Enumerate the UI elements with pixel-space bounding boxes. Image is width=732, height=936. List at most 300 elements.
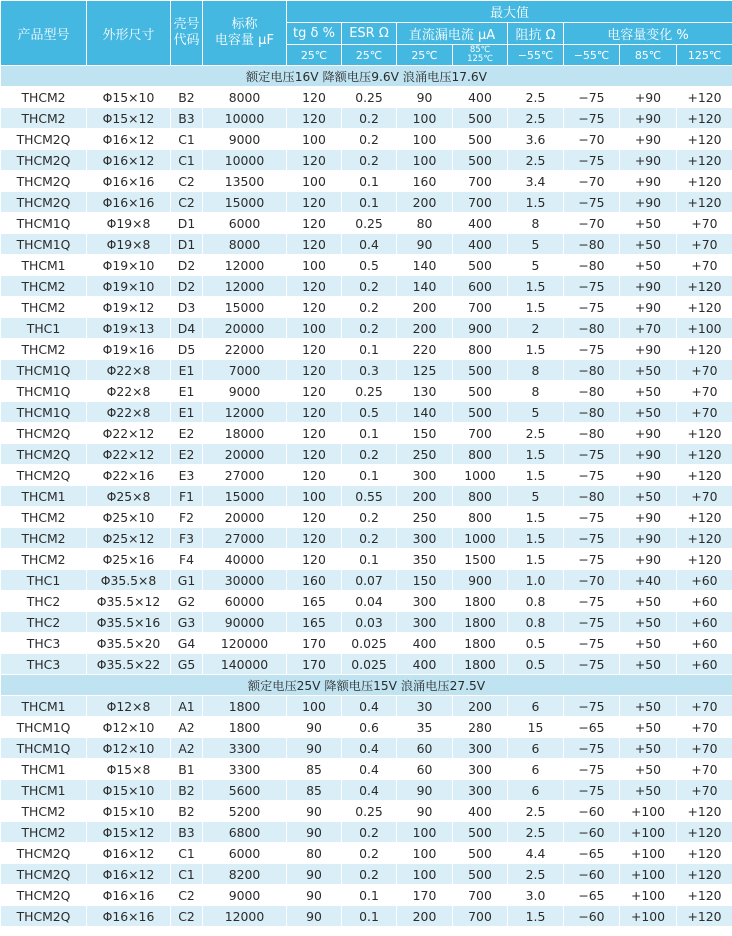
esr-cell: 0.07 — [342, 570, 397, 591]
esr-cell: 0.1 — [342, 885, 397, 906]
impedance-cell: 1.5 — [508, 192, 564, 213]
esr-cell: 0.25 — [342, 87, 397, 108]
table-row — [1, 822, 732, 843]
case-code-cell: A1 — [171, 696, 203, 717]
leakage-25-cell: 140 — [397, 276, 453, 297]
table-row — [1, 885, 732, 906]
model-cell: THCM2 — [1, 801, 87, 822]
cap-change-85-cell: +50 — [620, 654, 677, 675]
model-cell: THCM2 — [1, 297, 87, 318]
cap-change-125-cell: +120 — [677, 276, 732, 297]
leakage-25-cell: 30 — [397, 696, 453, 717]
table-row — [1, 486, 732, 507]
leakage-85-cell: 1500 — [453, 549, 508, 570]
case-code-cell: B2 — [171, 801, 203, 822]
model-cell: THCM1 — [1, 759, 87, 780]
size-cell: Φ22×8 — [87, 402, 171, 423]
case-code-cell: D1 — [171, 234, 203, 255]
table-row — [1, 234, 732, 255]
size-cell: Φ19×16 — [87, 339, 171, 360]
leakage-85-cell: 400 — [453, 213, 508, 234]
table-row — [1, 465, 732, 486]
capacitance-cell: 8200 — [203, 864, 287, 885]
model-cell: THCM1Q — [1, 360, 87, 381]
cap-change-m55-cell: −80 — [564, 423, 620, 444]
tg-cell: 120 — [287, 360, 342, 381]
cap-change-m55-cell: −70 — [564, 213, 620, 234]
leakage-85-cell: 300 — [453, 738, 508, 759]
leakage-25-cell: 300 — [397, 528, 453, 549]
leakage-85-cell: 500 — [453, 150, 508, 171]
leakage-85-cell: 500 — [453, 864, 508, 885]
leakage-25-cell: 300 — [397, 465, 453, 486]
case-code-cell: G3 — [171, 612, 203, 633]
impedance-cell: 15 — [508, 717, 564, 738]
esr-cell: 0.2 — [342, 864, 397, 885]
cap-change-125-cell: +120 — [677, 507, 732, 528]
cap-change-125-cell: +60 — [677, 633, 732, 654]
leakage-25-cell: 170 — [397, 885, 453, 906]
impedance-cell: 2.5 — [508, 150, 564, 171]
capacitance-cell: 140000 — [203, 654, 287, 675]
leakage-85-cell: 700 — [453, 171, 508, 192]
cap-change-125-cell: +120 — [677, 192, 732, 213]
table-row — [1, 507, 732, 528]
esr-cell: 0.2 — [342, 318, 397, 339]
cap-change-m55-cell: −75 — [564, 297, 620, 318]
capacitance-cell: 12000 — [203, 906, 287, 927]
cap-change-m55-cell: −80 — [564, 486, 620, 507]
table-row — [1, 381, 732, 402]
cap-change-125-cell: +70 — [677, 213, 732, 234]
case-code-cell: C1 — [171, 864, 203, 885]
cap-change-125-cell: +100 — [677, 318, 732, 339]
size-cell: Φ35.5×12 — [87, 591, 171, 612]
cap-change-125-cell: +60 — [677, 654, 732, 675]
cap-change-85-cell: +50 — [620, 780, 677, 801]
esr-cell: 0.4 — [342, 759, 397, 780]
leakage-25-cell: 200 — [397, 318, 453, 339]
cap-change-125-cell: +120 — [677, 171, 732, 192]
leakage-85-cell: 300 — [453, 759, 508, 780]
cap-change-85-cell: +90 — [620, 129, 677, 150]
tg-cell: 90 — [287, 738, 342, 759]
tg-cell: 90 — [287, 717, 342, 738]
capacitance-cell: 10000 — [203, 150, 287, 171]
model-cell: THCM2 — [1, 339, 87, 360]
tg-cell: 100 — [287, 129, 342, 150]
leakage-85-cell: 500 — [453, 360, 508, 381]
capacitance-cell: 3300 — [203, 738, 287, 759]
model-cell: THCM1Q — [1, 381, 87, 402]
leakage-25-cell: 90 — [397, 87, 453, 108]
cap-change-m55-cell: −80 — [564, 381, 620, 402]
size-cell: Φ16×16 — [87, 885, 171, 906]
cap-change-125-cell: +120 — [677, 150, 732, 171]
cap-change-125-cell: +120 — [677, 906, 732, 927]
tg-cell: 120 — [287, 192, 342, 213]
case-code-cell: B2 — [171, 780, 203, 801]
capacitance-cell: 10000 — [203, 108, 287, 129]
model-cell: THCM2Q — [1, 906, 87, 927]
case-code-cell: D3 — [171, 297, 203, 318]
case-code-cell: A2 — [171, 738, 203, 759]
cap-change-m55-cell: −80 — [564, 255, 620, 276]
tg-cell: 120 — [287, 297, 342, 318]
cap-change-85-cell: +100 — [620, 864, 677, 885]
capacitance-cell: 1800 — [203, 717, 287, 738]
cap-change-85-cell: +50 — [620, 591, 677, 612]
impedance-cell: 2.5 — [508, 108, 564, 129]
leakage-25-cell: 400 — [397, 654, 453, 675]
tg-cell: 120 — [287, 465, 342, 486]
impedance-cell: 1.5 — [508, 528, 564, 549]
cap-change-m55-cell: −75 — [564, 444, 620, 465]
model-cell: THCM2 — [1, 507, 87, 528]
esr-cell: 0.03 — [342, 612, 397, 633]
model-cell: THC3 — [1, 654, 87, 675]
cap-change-m55-cell: −80 — [564, 402, 620, 423]
cap-change-85-cell: +50 — [620, 234, 677, 255]
section-title: 额定电压16V 降额电压9.6V 浪涌电压17.6V — [1, 66, 732, 87]
table-row — [1, 780, 732, 801]
impedance-cell: 6 — [508, 759, 564, 780]
leakage-85-cell: 500 — [453, 255, 508, 276]
size-cell: Φ12×10 — [87, 717, 171, 738]
leakage-85-cell: 800 — [453, 507, 508, 528]
table-row — [1, 633, 732, 654]
case-code-cell: C1 — [171, 843, 203, 864]
leakage-85-cell: 1800 — [453, 654, 508, 675]
cap-change-125-cell: +70 — [677, 780, 732, 801]
impedance-cell: 2.5 — [508, 801, 564, 822]
leakage-25-cell: 100 — [397, 864, 453, 885]
model-cell: THCM2Q — [1, 129, 87, 150]
esr-cell: 0.1 — [342, 465, 397, 486]
tg-cell: 100 — [287, 318, 342, 339]
esr-cell: 0.55 — [342, 486, 397, 507]
col-model-header: 产品型号 — [1, 1, 87, 66]
leakage-25-cell: 250 — [397, 507, 453, 528]
leakage-85-cell: 500 — [453, 129, 508, 150]
cap-change-85-cell: +90 — [620, 150, 677, 171]
leakage-25-cell: 90 — [397, 234, 453, 255]
capacitance-cell: 12000 — [203, 255, 287, 276]
tg-cell: 100 — [287, 696, 342, 717]
leakage-85-cell: 1000 — [453, 528, 508, 549]
esr-cell: 0.2 — [342, 108, 397, 129]
size-cell: Φ19×8 — [87, 234, 171, 255]
size-cell: Φ15×8 — [87, 759, 171, 780]
model-cell: THCM1Q — [1, 717, 87, 738]
esr-cell: 0.4 — [342, 738, 397, 759]
esr-cell: 0.2 — [342, 822, 397, 843]
impedance-cell: 3.6 — [508, 129, 564, 150]
cap-change-125-cell: +120 — [677, 549, 732, 570]
tg-cell: 160 — [287, 570, 342, 591]
case-code-cell: B3 — [171, 108, 203, 129]
esr-cell: 0.1 — [342, 171, 397, 192]
leakage-85-cell: 900 — [453, 570, 508, 591]
esr-cell: 0.025 — [342, 633, 397, 654]
cap-change-m55-cell: −75 — [564, 150, 620, 171]
cap-change-85-cell: +90 — [620, 465, 677, 486]
impedance-cell: 0.5 — [508, 633, 564, 654]
table-row — [1, 444, 732, 465]
tg-cell: 90 — [287, 906, 342, 927]
capacitance-cell: 6000 — [203, 213, 287, 234]
impedance-cell: 6 — [508, 696, 564, 717]
tg-cell: 120 — [287, 213, 342, 234]
cap-change-m55-cell: −60 — [564, 801, 620, 822]
cap-change-125-cell: +120 — [677, 843, 732, 864]
case-code-cell: C1 — [171, 150, 203, 171]
esr-cell: 0.3 — [342, 360, 397, 381]
cap-change-125-cell: +120 — [677, 444, 732, 465]
tg-cell: 120 — [287, 87, 342, 108]
case-code-cell: C2 — [171, 885, 203, 906]
impedance-cell: 1.5 — [508, 339, 564, 360]
cap-change-m55-cell: −75 — [564, 780, 620, 801]
esr-cell: 0.6 — [342, 717, 397, 738]
model-cell: THCM2Q — [1, 150, 87, 171]
table-row — [1, 192, 732, 213]
case-code-line2: 代码 — [173, 33, 200, 48]
size-cell: Φ15×10 — [87, 780, 171, 801]
size-cell: Φ19×10 — [87, 255, 171, 276]
leakage-85-cell: 1800 — [453, 591, 508, 612]
cap-change-m55-cell: −75 — [564, 276, 620, 297]
size-cell: Φ16×12 — [87, 864, 171, 885]
leakage-25-cell: 400 — [397, 633, 453, 654]
leakage-25-cell: 200 — [397, 192, 453, 213]
tg-cell: 120 — [287, 108, 342, 129]
leakage-25-cell: 350 — [397, 549, 453, 570]
cap-change-85-cell: +90 — [620, 339, 677, 360]
size-cell: Φ16×12 — [87, 150, 171, 171]
leakage-85-cell: 700 — [453, 885, 508, 906]
esr-cell: 0.5 — [342, 402, 397, 423]
cap-change-m55-cell: −75 — [564, 759, 620, 780]
case-code-line1: 壳号 — [173, 17, 200, 32]
leakage-85-cell: 500 — [453, 402, 508, 423]
tg-cell: 120 — [287, 402, 342, 423]
cap-change-m55-cell: −75 — [564, 507, 620, 528]
model-cell: THCM2 — [1, 108, 87, 129]
esr-cell: 0.2 — [342, 150, 397, 171]
impedance-cell: 4.4 — [508, 843, 564, 864]
case-code-cell: C1 — [171, 129, 203, 150]
col-tg-header: tg δ % — [287, 23, 342, 45]
cap-change-125-cell: +70 — [677, 255, 732, 276]
cap-change-125-cell: +120 — [677, 822, 732, 843]
leakage-85-cell: 900 — [453, 318, 508, 339]
leakage-85-cell: 280 — [453, 717, 508, 738]
table-row — [1, 108, 732, 129]
case-code-cell: A2 — [171, 717, 203, 738]
leakage-25-cell: 90 — [397, 780, 453, 801]
case-code-cell: B2 — [171, 87, 203, 108]
cap-change-m55-cell: −75 — [564, 549, 620, 570]
cap-change-125-cell: +60 — [677, 570, 732, 591]
leakage-85-cell: 500 — [453, 108, 508, 129]
esr-cell: 0.2 — [342, 297, 397, 318]
leakage-25-cell: 160 — [397, 171, 453, 192]
cap-change-125-cell: +120 — [677, 108, 732, 129]
table-row — [1, 801, 732, 822]
cap-change-m55-cell: −75 — [564, 738, 620, 759]
cap-change-m55-cell: −75 — [564, 108, 620, 129]
model-cell: THCM2 — [1, 276, 87, 297]
capacitance-cell: 27000 — [203, 465, 287, 486]
leakage-85-cell: 500 — [453, 381, 508, 402]
impedance-cell: 8 — [508, 360, 564, 381]
cap-change-85-cell: +100 — [620, 885, 677, 906]
esr-cell: 0.2 — [342, 129, 397, 150]
model-cell: THCM1 — [1, 255, 87, 276]
cap-change-m55-cell: −60 — [564, 822, 620, 843]
esr-cell: 0.5 — [342, 255, 397, 276]
esr-cell: 0.1 — [342, 423, 397, 444]
tg-cell: 90 — [287, 885, 342, 906]
model-cell: THCM2Q — [1, 192, 87, 213]
esr-cell: 0.025 — [342, 654, 397, 675]
leakage-25-cell: 100 — [397, 129, 453, 150]
leakage-25-cell: 60 — [397, 738, 453, 759]
size-cell: Φ22×12 — [87, 423, 171, 444]
esr-cell: 0.1 — [342, 906, 397, 927]
impedance-cell: 5 — [508, 234, 564, 255]
table-row — [1, 87, 732, 108]
leakage-85-cell: 700 — [453, 906, 508, 927]
impedance-cell: 2.5 — [508, 423, 564, 444]
cap-change-125-cell: +70 — [677, 738, 732, 759]
size-cell: Φ25×16 — [87, 549, 171, 570]
leakage-85-cell: 200 — [453, 696, 508, 717]
cap-change-m55-cell: −70 — [564, 171, 620, 192]
leakage-25-cell: 140 — [397, 255, 453, 276]
cap-change-m55-cell: −80 — [564, 318, 620, 339]
size-cell: Φ16×16 — [87, 906, 171, 927]
impedance-cell: 5 — [508, 486, 564, 507]
leakage-85-cell: 400 — [453, 234, 508, 255]
capacitance-cell: 20000 — [203, 444, 287, 465]
size-cell: Φ35.5×8 — [87, 570, 171, 591]
cap-change-85-cell: +70 — [620, 318, 677, 339]
section-title: 额定电压25V 降额电压15V 浪涌电压27.5V — [1, 675, 732, 696]
capacitance-cell: 15000 — [203, 486, 287, 507]
cap-change-125-cell: +60 — [677, 591, 732, 612]
cap-change-125-cell: +120 — [677, 465, 732, 486]
case-code-cell: F2 — [171, 507, 203, 528]
size-cell: Φ16×16 — [87, 171, 171, 192]
capacitance-cell: 6000 — [203, 843, 287, 864]
impedance-cell: 1.5 — [508, 444, 564, 465]
case-code-cell: F4 — [171, 549, 203, 570]
cap-change-125-cell: +70 — [677, 696, 732, 717]
size-cell: Φ19×12 — [87, 297, 171, 318]
capacitance-cell: 6800 — [203, 822, 287, 843]
table-row — [1, 717, 732, 738]
model-cell: THCM2Q — [1, 885, 87, 906]
size-cell: Φ22×8 — [87, 360, 171, 381]
leakage-25-cell: 100 — [397, 108, 453, 129]
size-cell: Φ22×16 — [87, 465, 171, 486]
cap-change-125-cell: +70 — [677, 486, 732, 507]
tg-cell: 90 — [287, 864, 342, 885]
temp-leak-85: 85℃ — [469, 45, 491, 55]
case-code-cell: C2 — [171, 192, 203, 213]
leakage-85-cell: 300 — [453, 780, 508, 801]
tg-cell: 165 — [287, 612, 342, 633]
tg-cell: 120 — [287, 423, 342, 444]
impedance-cell: 3.4 — [508, 171, 564, 192]
esr-cell: 0.1 — [342, 549, 397, 570]
table-row — [1, 591, 732, 612]
model-cell: THCM2Q — [1, 465, 87, 486]
tg-cell: 120 — [287, 507, 342, 528]
model-cell: THC2 — [1, 591, 87, 612]
table-row — [1, 759, 732, 780]
case-code-cell: E1 — [171, 381, 203, 402]
esr-cell: 0.2 — [342, 843, 397, 864]
case-code-cell: B3 — [171, 822, 203, 843]
cap-change-85-cell: +100 — [620, 843, 677, 864]
cap-change-m55-cell: −70 — [564, 129, 620, 150]
leakage-85-cell: 500 — [453, 843, 508, 864]
leakage-85-cell: 700 — [453, 423, 508, 444]
case-code-cell: D1 — [171, 213, 203, 234]
leakage-25-cell: 150 — [397, 570, 453, 591]
temp-esr: 25℃ — [342, 45, 397, 66]
size-cell: Φ12×8 — [87, 696, 171, 717]
size-cell: Φ22×12 — [87, 444, 171, 465]
cap-change-m55-cell: −75 — [564, 696, 620, 717]
tg-cell: 120 — [287, 276, 342, 297]
table-row — [1, 150, 732, 171]
capacitance-cell: 8000 — [203, 87, 287, 108]
tg-cell: 170 — [287, 633, 342, 654]
size-cell: Φ16×12 — [87, 129, 171, 150]
case-code-cell: D5 — [171, 339, 203, 360]
model-cell: THCM2 — [1, 528, 87, 549]
capacitance-cell: 15000 — [203, 192, 287, 213]
table-row — [1, 738, 732, 759]
leakage-25-cell: 100 — [397, 843, 453, 864]
impedance-cell: 2.5 — [508, 87, 564, 108]
temp-leak-25: 25℃ — [397, 45, 453, 66]
leakage-85-cell: 1800 — [453, 633, 508, 654]
cap-change-m55-cell: −75 — [564, 612, 620, 633]
case-code-cell: E2 — [171, 423, 203, 444]
tg-cell: 100 — [287, 486, 342, 507]
size-cell: Φ15×10 — [87, 87, 171, 108]
impedance-cell: 1.5 — [508, 906, 564, 927]
cap-change-85-cell: +90 — [620, 171, 677, 192]
esr-cell: 0.4 — [342, 780, 397, 801]
temp-leak-125: 125℃ — [467, 54, 493, 64]
table-row — [1, 423, 732, 444]
table-header — [1, 1, 732, 66]
cap-change-85-cell: +50 — [620, 696, 677, 717]
esr-cell: 0.25 — [342, 213, 397, 234]
size-cell: Φ25×10 — [87, 507, 171, 528]
case-code-cell: F3 — [171, 528, 203, 549]
esr-cell: 0.2 — [342, 276, 397, 297]
esr-cell: 0.25 — [342, 381, 397, 402]
leakage-25-cell: 300 — [397, 612, 453, 633]
cap-change-85-cell: +50 — [620, 633, 677, 654]
